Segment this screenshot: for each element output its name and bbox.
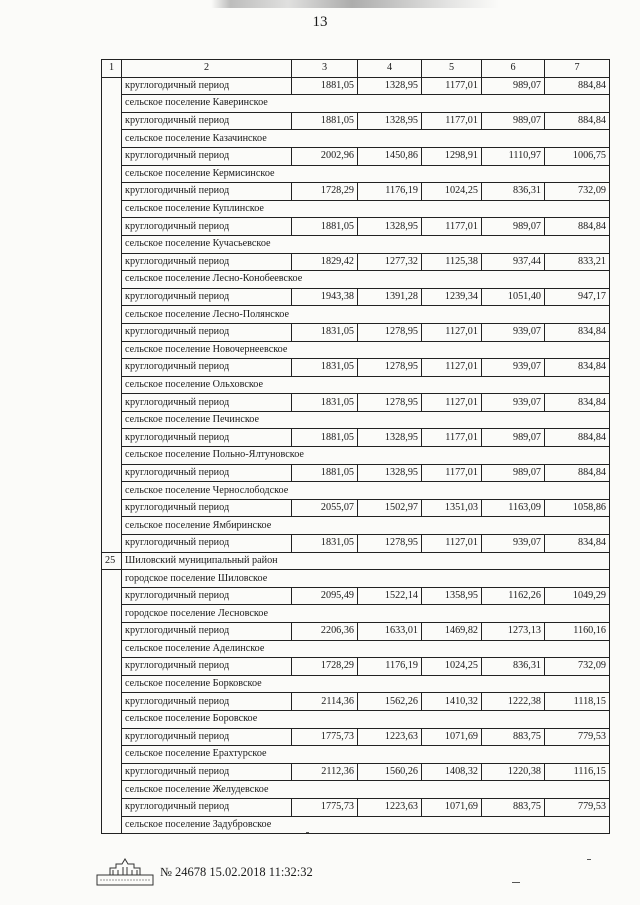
tariff-value-cell: 779,53 (545, 728, 610, 746)
settlement-name-cell: городское поселение Лесновское (122, 605, 610, 623)
period-label-cell: круглогодичный период (122, 183, 292, 201)
tariff-value-cell: 989,07 (482, 112, 545, 130)
row-number-cell (102, 728, 122, 746)
tariff-value-cell: 1278,95 (358, 394, 422, 412)
table-row (102, 147, 610, 165)
table-row (102, 376, 610, 394)
row-number-cell (102, 605, 122, 623)
row-number-cell (102, 253, 122, 271)
row-number-cell (102, 165, 122, 183)
table-row (102, 306, 610, 324)
row-number-cell (102, 693, 122, 711)
row-number-cell (102, 746, 122, 764)
settlement-name-cell: сельское поселение Казачинское (122, 130, 610, 148)
tariff-value-cell: 1177,01 (422, 429, 482, 447)
government-seal-icon (96, 856, 154, 886)
table-row (102, 693, 610, 711)
tariff-value-cell: 884,84 (545, 77, 610, 95)
table-row (102, 464, 610, 482)
tariff-value-cell: 836,31 (482, 658, 545, 676)
tariff-value-cell: 1176,19 (358, 183, 422, 201)
row-number-cell (102, 535, 122, 553)
table-row (102, 183, 610, 201)
row-number-cell (102, 429, 122, 447)
row-number-cell (102, 323, 122, 341)
settlement-name-cell: сельское поселение Куплинское (122, 200, 610, 218)
tariff-value-cell: 1522,14 (358, 587, 422, 605)
tariff-value-cell: 1110,97 (482, 147, 545, 165)
row-number-cell (102, 147, 122, 165)
tariff-value-cell: 1277,32 (358, 253, 422, 271)
tariff-value-cell: 833,21 (545, 253, 610, 271)
table-row (102, 763, 610, 781)
scan-speck (306, 832, 309, 833)
row-number-cell (102, 183, 122, 201)
row-number-cell (102, 447, 122, 465)
settlement-name-cell: сельское поселение Кучасьевское (122, 235, 610, 253)
tariff-value-cell: 779,53 (545, 798, 610, 816)
tariff-value-cell: 1560,26 (358, 763, 422, 781)
tariff-value-cell: 1502,97 (358, 499, 422, 517)
scan-speck (587, 859, 591, 860)
row-number-cell (102, 675, 122, 693)
row-number-cell: 25 (102, 552, 122, 570)
table-row (102, 95, 610, 113)
tariff-value-cell: 1328,95 (358, 77, 422, 95)
table-row (102, 394, 610, 412)
row-number-cell (102, 499, 122, 517)
tariff-value-cell: 1051,40 (482, 288, 545, 306)
row-number-cell (102, 376, 122, 394)
table-row (102, 517, 610, 535)
table-row (102, 359, 610, 377)
period-label-cell: круглогодичный период (122, 499, 292, 517)
tariff-value-cell: 1127,01 (422, 323, 482, 341)
settlement-name-cell: сельское поселение Аделинское (122, 640, 610, 658)
table-row (102, 165, 610, 183)
tariff-value-cell: 1071,69 (422, 798, 482, 816)
settlement-name-cell: сельское поселение Кермисинское (122, 165, 610, 183)
tariff-value-cell: 1024,25 (422, 658, 482, 676)
column-number-6: 6 (482, 60, 545, 78)
tariff-value-cell: 1328,95 (358, 112, 422, 130)
column-number-5: 5 (422, 60, 482, 78)
scan-edge-artifact (0, 0, 640, 8)
tariff-value-cell: 1163,09 (482, 499, 545, 517)
table-row (102, 552, 610, 570)
scan-speck (512, 882, 520, 883)
tariff-value-cell: 1177,01 (422, 77, 482, 95)
tariff-value-cell: 989,07 (482, 464, 545, 482)
table-row (102, 288, 610, 306)
tariff-value-cell: 1220,38 (482, 763, 545, 781)
tariff-value-cell: 834,84 (545, 323, 610, 341)
tariff-table (101, 59, 610, 834)
page-number: 13 (312, 14, 328, 30)
row-number-cell (102, 517, 122, 535)
tariff-value-cell: 1881,05 (292, 218, 358, 236)
tariff-value-cell: 1831,05 (292, 535, 358, 553)
tariff-value-cell: 1391,28 (358, 288, 422, 306)
tariff-value-cell: 1881,05 (292, 77, 358, 95)
tariff-value-cell: 1160,16 (545, 623, 610, 641)
tariff-value-cell: 1177,01 (422, 112, 482, 130)
tariff-value-cell: 2114,36 (292, 693, 358, 711)
settlement-name-cell: сельское поселение Печинское (122, 411, 610, 429)
tariff-value-cell: 1222,38 (482, 693, 545, 711)
tariff-value-cell: 1071,69 (422, 728, 482, 746)
period-label-cell: круглогодичный период (122, 253, 292, 271)
period-label-cell: круглогодичный период (122, 728, 292, 746)
tariff-value-cell: 1177,01 (422, 218, 482, 236)
table-row (102, 447, 610, 465)
table-row (102, 323, 610, 341)
table-row (102, 798, 610, 816)
tariff-value-cell: 1223,63 (358, 798, 422, 816)
tariff-value-cell: 1239,34 (422, 288, 482, 306)
tariff-value-cell: 1006,75 (545, 147, 610, 165)
tariff-value-cell: 1775,73 (292, 798, 358, 816)
period-label-cell: круглогодичный период (122, 112, 292, 130)
tariff-value-cell: 937,44 (482, 253, 545, 271)
tariff-value-cell: 939,07 (482, 323, 545, 341)
tariff-value-cell: 1118,15 (545, 693, 610, 711)
tariff-value-cell: 1831,05 (292, 359, 358, 377)
settlement-name-cell: сельское поселение Боровское (122, 710, 610, 728)
period-label-cell: круглогодичный период (122, 394, 292, 412)
tariff-value-cell: 1410,32 (422, 693, 482, 711)
row-number-cell (102, 816, 122, 834)
period-label-cell: круглогодичный период (122, 218, 292, 236)
document-registration-stamp: № 24678 15.02.2018 11:32:32 (160, 865, 313, 879)
settlement-name-cell: сельское поселение Польно-Ялтуновское (122, 447, 610, 465)
tariff-value-cell: 1278,95 (358, 535, 422, 553)
tariff-value-cell: 1328,95 (358, 429, 422, 447)
row-number-cell (102, 271, 122, 289)
tariff-value-cell: 1408,32 (422, 763, 482, 781)
tariff-value-cell: 989,07 (482, 218, 545, 236)
tariff-value-cell: 1728,29 (292, 183, 358, 201)
row-number-cell (102, 288, 122, 306)
table-row (102, 429, 610, 447)
period-label-cell: круглогодичный период (122, 623, 292, 641)
row-number-cell (102, 77, 122, 95)
tariff-value-cell: 2206,36 (292, 623, 358, 641)
tariff-value-cell: 834,84 (545, 535, 610, 553)
period-label-cell: круглогодичный период (122, 535, 292, 553)
row-number-cell (102, 112, 122, 130)
settlement-name-cell: сельское поселение Лесно-Полянское (122, 306, 610, 324)
row-number-cell (102, 200, 122, 218)
period-label-cell: круглогодичный период (122, 323, 292, 341)
tariff-value-cell: 1298,91 (422, 147, 482, 165)
row-number-cell (102, 306, 122, 324)
table-row (102, 218, 610, 236)
tariff-value-cell: 1176,19 (358, 658, 422, 676)
table-row (102, 640, 610, 658)
period-label-cell: круглогодичный период (122, 798, 292, 816)
table-row (102, 781, 610, 799)
row-number-cell (102, 781, 122, 799)
settlement-name-cell: сельское поселение Новочернеевское (122, 341, 610, 359)
tariff-value-cell: 1177,01 (422, 464, 482, 482)
table-row (102, 411, 610, 429)
column-number-1: 1 (102, 60, 122, 78)
row-number-cell (102, 218, 122, 236)
tariff-value-cell: 1831,05 (292, 323, 358, 341)
settlement-name-cell: сельское поселение Задубровское (122, 816, 610, 834)
tariff-value-cell: 939,07 (482, 535, 545, 553)
settlement-name-cell: городское поселение Шиловское (122, 570, 610, 588)
table-row (102, 77, 610, 95)
settlement-name-cell: сельское поселение Желудевское (122, 781, 610, 799)
tariff-value-cell: 1328,95 (358, 218, 422, 236)
tariff-value-cell: 1058,86 (545, 499, 610, 517)
period-label-cell: круглогодичный период (122, 693, 292, 711)
tariff-value-cell: 1562,26 (358, 693, 422, 711)
document-footer (96, 856, 426, 886)
tariff-value-cell: 2002,96 (292, 147, 358, 165)
tariff-value-cell: 1328,95 (358, 464, 422, 482)
tariff-value-cell: 1775,73 (292, 728, 358, 746)
period-label-cell: круглогодичный период (122, 658, 292, 676)
table-header-row (102, 60, 610, 78)
tariff-value-cell: 1943,38 (292, 288, 358, 306)
tariff-value-cell: 2112,36 (292, 763, 358, 781)
table-row (102, 535, 610, 553)
table-row (102, 341, 610, 359)
period-label-cell: круглогодичный период (122, 288, 292, 306)
settlement-name-cell: сельское поселение Каверинское (122, 95, 610, 113)
table-row (102, 623, 610, 641)
row-number-cell (102, 359, 122, 377)
tariff-value-cell: 1728,29 (292, 658, 358, 676)
tariff-value-cell: 1116,15 (545, 763, 610, 781)
table-row (102, 482, 610, 500)
settlement-name-cell: сельское поселение Ямбиринское (122, 517, 610, 535)
tariff-value-cell: 834,84 (545, 394, 610, 412)
table-row (102, 112, 610, 130)
table-row (102, 710, 610, 728)
tariff-value-cell: 1358,95 (422, 587, 482, 605)
tariff-value-cell: 1127,01 (422, 394, 482, 412)
tariff-value-cell: 1127,01 (422, 359, 482, 377)
table-row (102, 746, 610, 764)
tariff-value-cell: 883,75 (482, 798, 545, 816)
tariff-value-cell: 1049,29 (545, 587, 610, 605)
tariff-value-cell: 1831,05 (292, 394, 358, 412)
period-label-cell: круглогодичный период (122, 77, 292, 95)
table-row (102, 658, 610, 676)
tariff-value-cell: 1162,26 (482, 587, 545, 605)
period-label-cell: круглогодичный период (122, 763, 292, 781)
period-label-cell: круглогодичный период (122, 147, 292, 165)
tariff-value-cell: 1829,42 (292, 253, 358, 271)
row-number-cell (102, 623, 122, 641)
table-row (102, 605, 610, 623)
tariff-value-cell: 989,07 (482, 77, 545, 95)
tariff-value-cell: 1125,38 (422, 253, 482, 271)
tariff-value-cell: 1450,86 (358, 147, 422, 165)
row-number-cell (102, 658, 122, 676)
row-number-cell (102, 235, 122, 253)
tariff-value-cell: 1127,01 (422, 535, 482, 553)
period-label-cell: круглогодичный период (122, 587, 292, 605)
column-number-4: 4 (358, 60, 422, 78)
table-row (102, 271, 610, 289)
settlement-name-cell: сельское поселение Лесно-Конобеевское (122, 271, 610, 289)
row-number-cell (102, 587, 122, 605)
row-number-cell (102, 640, 122, 658)
tariff-value-cell: 939,07 (482, 359, 545, 377)
tariff-value-cell: 2095,49 (292, 587, 358, 605)
tariff-value-cell: 1278,95 (358, 359, 422, 377)
row-number-cell (102, 464, 122, 482)
settlement-name-cell: сельское поселение Борковское (122, 675, 610, 693)
table-row (102, 130, 610, 148)
table-row (102, 253, 610, 271)
tariff-value-cell: 939,07 (482, 394, 545, 412)
tariff-value-cell: 884,84 (545, 218, 610, 236)
table-row (102, 235, 610, 253)
tariff-value-cell: 836,31 (482, 183, 545, 201)
tariff-value-cell: 2055,07 (292, 499, 358, 517)
tariff-value-cell: 1469,82 (422, 623, 482, 641)
tariff-value-cell: 947,17 (545, 288, 610, 306)
tariff-value-cell: 883,75 (482, 728, 545, 746)
period-label-cell: круглогодичный период (122, 429, 292, 447)
tariff-value-cell: 1881,05 (292, 464, 358, 482)
row-number-cell (102, 763, 122, 781)
column-number-7: 7 (545, 60, 610, 78)
row-number-cell (102, 130, 122, 148)
row-number-cell (102, 341, 122, 359)
settlement-name-cell: Шиловский муниципальный район (122, 552, 610, 570)
row-number-cell (102, 798, 122, 816)
table-row (102, 728, 610, 746)
settlement-name-cell: сельское поселение Чернослободское (122, 482, 610, 500)
tariff-value-cell: 732,09 (545, 183, 610, 201)
tariff-value-cell: 1278,95 (358, 323, 422, 341)
settlement-name-cell: сельское поселение Ольховское (122, 376, 610, 394)
tariff-value-cell: 834,84 (545, 359, 610, 377)
tariff-value-cell: 1633,01 (358, 623, 422, 641)
table-row (102, 200, 610, 218)
settlement-name-cell: сельское поселение Ерахтурское (122, 746, 610, 764)
row-number-cell (102, 710, 122, 728)
row-number-cell (102, 570, 122, 588)
row-number-cell (102, 482, 122, 500)
table-row (102, 499, 610, 517)
tariff-value-cell: 1273,13 (482, 623, 545, 641)
tariff-value-cell: 1881,05 (292, 112, 358, 130)
tariff-value-cell: 884,84 (545, 112, 610, 130)
tariff-table-body (102, 60, 610, 834)
table-row (102, 675, 610, 693)
row-number-cell (102, 394, 122, 412)
period-label-cell: круглогодичный период (122, 464, 292, 482)
tariff-value-cell: 1351,03 (422, 499, 482, 517)
table-row (102, 570, 610, 588)
table-row (102, 587, 610, 605)
tariff-value-cell: 1223,63 (358, 728, 422, 746)
tariff-value-cell: 1881,05 (292, 429, 358, 447)
column-number-3: 3 (292, 60, 358, 78)
tariff-value-cell: 884,84 (545, 429, 610, 447)
row-number-cell (102, 411, 122, 429)
column-number-2: 2 (122, 60, 292, 78)
tariff-value-cell: 1024,25 (422, 183, 482, 201)
tariff-value-cell: 732,09 (545, 658, 610, 676)
row-number-cell (102, 95, 122, 113)
tariff-value-cell: 884,84 (545, 464, 610, 482)
tariff-value-cell: 989,07 (482, 429, 545, 447)
period-label-cell: круглогодичный период (122, 359, 292, 377)
table-row (102, 816, 610, 834)
